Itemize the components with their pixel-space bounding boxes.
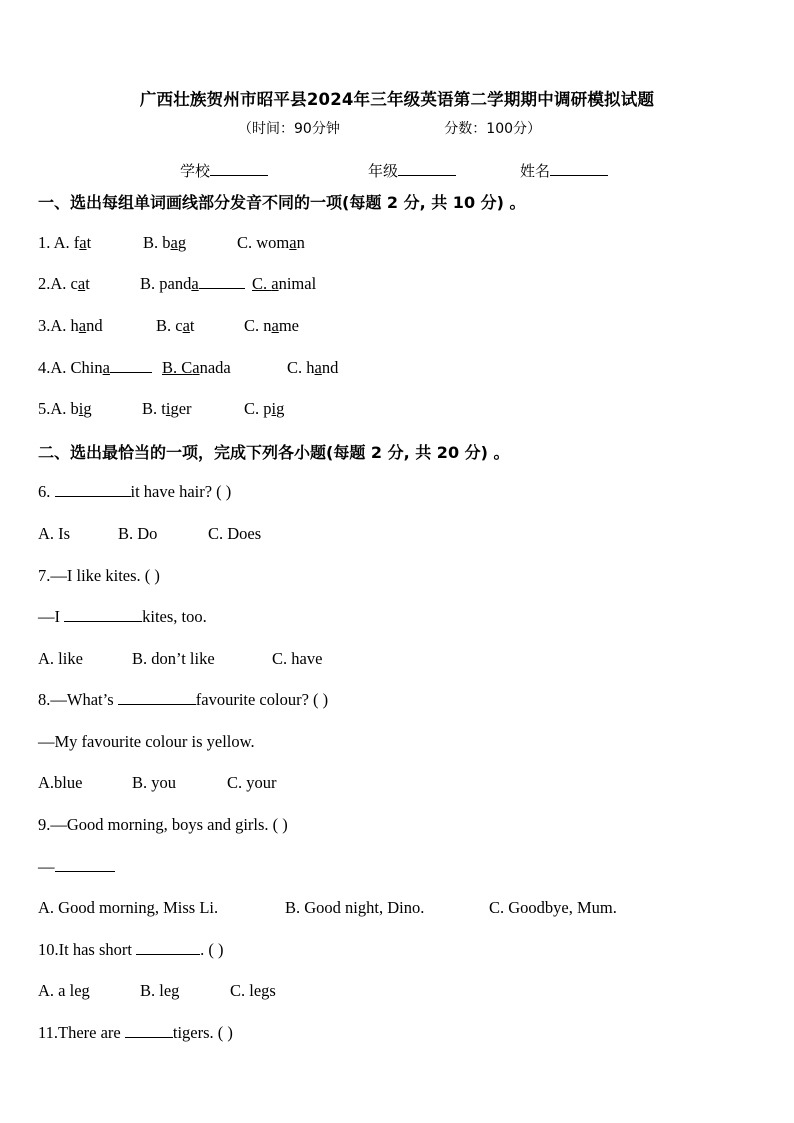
question-8: 8.—What’s favourite colour? ( ) [38,690,329,709]
q1-option-b[interactable]: B. bag [143,233,187,252]
exam-title: 广西壮族贺州市昭平县2024年三年级英语第二学期期中调研模拟试题 [139,90,655,109]
q4-option-c[interactable]: C. hand [287,358,339,377]
grade-field[interactable]: 年级 [368,160,456,181]
grade-blank[interactable] [398,161,456,176]
q6-option-b[interactable]: B. Do [118,524,158,543]
q8-reply: —My favourite colour is yellow. [38,732,255,751]
school-field[interactable]: 学校 [180,160,268,181]
q3-option-b[interactable]: B. cat [156,316,195,335]
name-blank[interactable] [550,161,608,176]
total-score: 分数：100分） [444,121,542,137]
question-10: 10.It has short . ( ) [38,940,224,959]
q2-option-a[interactable]: 2.A. cat [38,274,90,293]
q1-option-a[interactable]: 1. A. fat [38,233,92,252]
question-9: 9.—Good morning, boys and girls. ( ) [38,815,288,834]
q3-option-c[interactable]: C. name [244,316,300,335]
q5-option-a[interactable]: 5.A. big [38,399,92,418]
q6-blank[interactable] [55,484,131,497]
q4-option-b[interactable]: B. Canada [162,358,231,377]
q9-option-a[interactable]: A. Good morning, Miss Li. [38,898,219,917]
q6-option-a[interactable]: A. Is [38,524,71,543]
q8-option-b[interactable]: B. you [132,773,177,792]
q7-option-c[interactable]: C. have [272,649,323,668]
q6-option-c[interactable]: C. Does [208,524,262,543]
q9-option-c[interactable]: C. Goodbye, Mum. [489,898,617,917]
q10-blank[interactable] [136,942,200,955]
school-blank[interactable] [210,161,268,176]
section2-heading: 二、选出最恰当的一项，完成下列各小题(每题 2 分, 共 20 分) 。 [38,443,510,462]
q9-reply: — [38,857,115,877]
name-field[interactable]: 姓名 [520,160,608,181]
q9-option-b[interactable]: B. Good night, Dino. [285,898,425,917]
q3-option-a[interactable]: 3.A. hand [38,316,103,335]
q10-option-a[interactable]: A. a leg [38,981,90,1000]
time-limit: （时间：90分钟 [238,121,340,137]
q7-option-a[interactable]: A. like [38,649,83,668]
q10-option-c[interactable]: C. legs [230,981,276,1000]
q7-option-b[interactable]: B. don’t like [132,649,215,668]
question-7: 7.—I like kites. ( ) [38,566,160,585]
q5-option-b[interactable]: B. tiger [142,399,192,418]
section1-heading: 一、选出每组单词画线部分发音不同的一项(每题 2 分, 共 10 分) 。 [38,193,526,212]
question-6: 6. it have hair? ( ) [38,482,232,501]
q8-option-c[interactable]: C. your [227,773,277,792]
question-11: 11.There are tigers. ( ) [38,1023,233,1042]
q10-option-b[interactable]: B. leg [140,981,180,1000]
exam-meta [238,118,541,138]
q7-reply: —I kites, too. [38,607,207,626]
q5-option-c[interactable]: C. pig [244,399,285,418]
q2-option-b[interactable]: B. panda [140,274,245,294]
q9-blank[interactable] [55,859,115,872]
q2-option-c[interactable]: C. animal [252,274,317,293]
q4-option-a[interactable]: 4.A. China [38,358,152,378]
q11-blank[interactable] [125,1025,173,1038]
q8-option-a[interactable]: A.blue [38,773,83,792]
q7-blank[interactable] [64,609,142,622]
q8-blank[interactable] [118,692,196,705]
q1-option-c[interactable]: C. woman [237,233,305,252]
